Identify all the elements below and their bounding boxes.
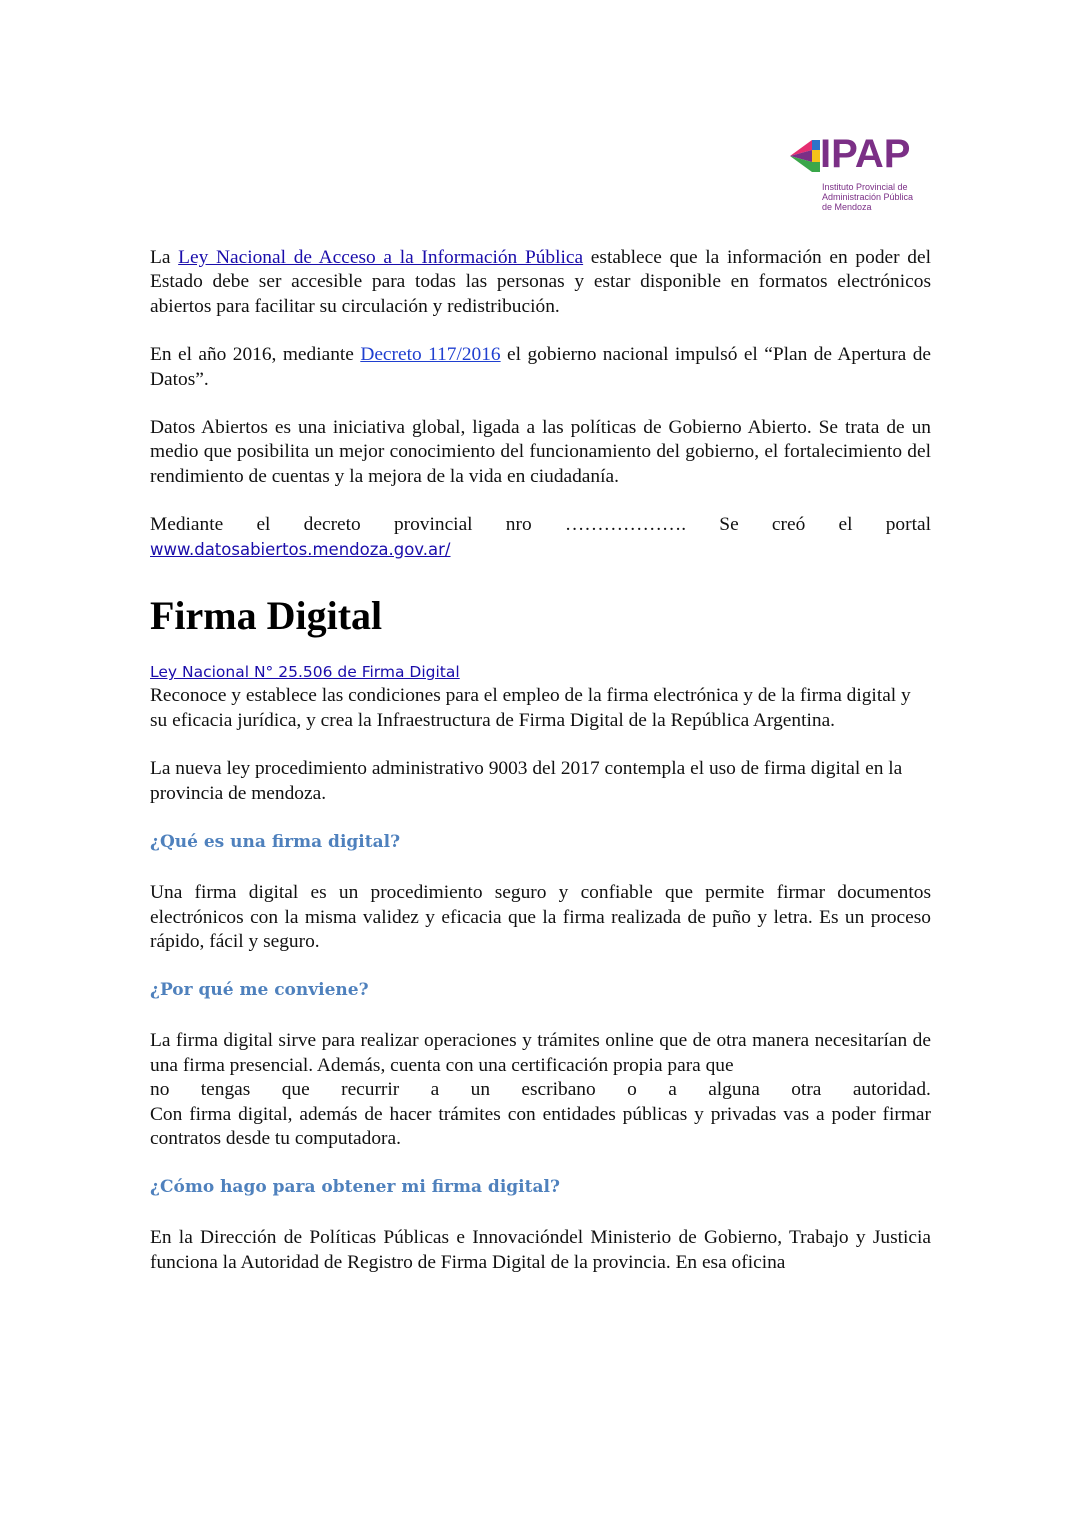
paragraph-decree [150, 343, 931, 392]
word: otra [791, 1079, 822, 1101]
text: el gobierno nacional impulsó el “Plan de Apertura de Datos”. [150, 344, 931, 390]
ipap-logo-mark-icon [790, 138, 822, 174]
text: En el año 2016, mediante [150, 344, 361, 366]
paragraph-provincial-decree [150, 513, 931, 537]
word: el [838, 514, 853, 536]
paragraph-what-is: Una firma digital es un procedimiento seguro y confiable que permite firmar documentos electrónicos con la misma validez y eficacia que la firma realizada de puño y letra. Es un proceso rápido, fácil y seguro. [150, 882, 931, 952]
paragraph-law-description: Reconoce y establece las condiciones para el empleo de la firma electrónica y de la firma digital y su eficacia jurídica, y crea la Infraestructura de Firma Digital de la República Argentina. [150, 685, 911, 731]
paragraph-why-b [150, 1078, 931, 1102]
decree-link[interactable]: Decreto 117/2016 [360, 344, 501, 366]
paragraph-why-a: La firma digital sirve para realizar operaciones y trámites online que de otra manera necesitarían de una firma presencial. Además, cuenta con una certificación propia para que [150, 1030, 931, 1076]
question-heading-why: ¿Por qué me conviene? [150, 980, 369, 1001]
logo-subtitle-line: Administración Pública [822, 192, 914, 202]
paragraph-why-c: Con firma digital, además de hacer trámites con entidades públicas y privadas vas a poder firmar contratos desde tu computadora. [150, 1103, 931, 1149]
access-law-link[interactable]: Ley Nacional de Acceso a la Información Pública [178, 247, 584, 268]
word: nro [505, 514, 532, 536]
digital-signature-law-link[interactable]: Ley Nacional N° 25.506 de Firma Digital [150, 663, 460, 682]
logo-subtitle [822, 182, 932, 212]
ipap-logo [790, 134, 930, 214]
word: a [430, 1079, 440, 1101]
logo-subtitle-line: Instituto Provincial de [822, 182, 908, 192]
question-heading-how: ¿Cómo hago para obtener mi firma digital? [150, 1177, 560, 1198]
word: portal [885, 514, 931, 536]
paragraph-admin-procedure: La nueva ley procedimiento administrativo 9003 del 2017 contempla el uso de firma digital en la provincia de mendoza. [150, 758, 903, 804]
section-title: Firma Digital [150, 593, 383, 639]
word: el [256, 514, 271, 536]
word: alguna [708, 1079, 760, 1101]
open-data-portal-link[interactable]: www.datosabiertos.mendoza.gov.ar/ [150, 539, 451, 559]
word: Mediante [150, 514, 224, 536]
paragraph-open-data: Datos Abiertos es una iniciativa global, ligada a las políticas de Gobierno Abierto. Se trata de un medio que posibilita un mejor conocimiento del funcionamiento del gobierno, el fortalecimiento del rendimiento de cuentas y la mejora de la vida en ciudadanía. [150, 417, 931, 487]
word: escribano [521, 1079, 596, 1101]
word: un [470, 1079, 491, 1101]
document-body [150, 246, 931, 1275]
text: La [150, 247, 179, 268]
logo-wordmark: IPAP [820, 132, 911, 176]
word: Se [719, 514, 739, 536]
word: creó [771, 514, 806, 536]
paragraph-access-law [150, 246, 931, 319]
word: provincial [393, 514, 473, 536]
word: decreto [303, 514, 361, 536]
word: que [281, 1079, 310, 1101]
word: recurrir [341, 1079, 400, 1101]
word: no [150, 1079, 170, 1101]
logo-subtitle-line: de Mendoza [822, 202, 872, 212]
word: ………………. [564, 514, 687, 536]
word: o [627, 1079, 637, 1101]
question-heading-what: ¿Qué es una firma digital? [150, 832, 401, 853]
text: establece que la información en poder del Estado debe ser accesible para todas las personas y estar disponible en formatos electrónicos abiertos para facilitar su circulación y redistribución. [150, 247, 931, 317]
word: a [668, 1079, 677, 1101]
word: tengas [200, 1079, 251, 1101]
paragraph-how: En la Dirección de Políticas Públicas e Innovacióndel Ministerio de Gobierno, Trabajo y Justicia funciona la Autoridad de Registro de Firma Digital de la provincia. En esa oficina [150, 1227, 931, 1273]
word: autoridad. [852, 1079, 931, 1101]
